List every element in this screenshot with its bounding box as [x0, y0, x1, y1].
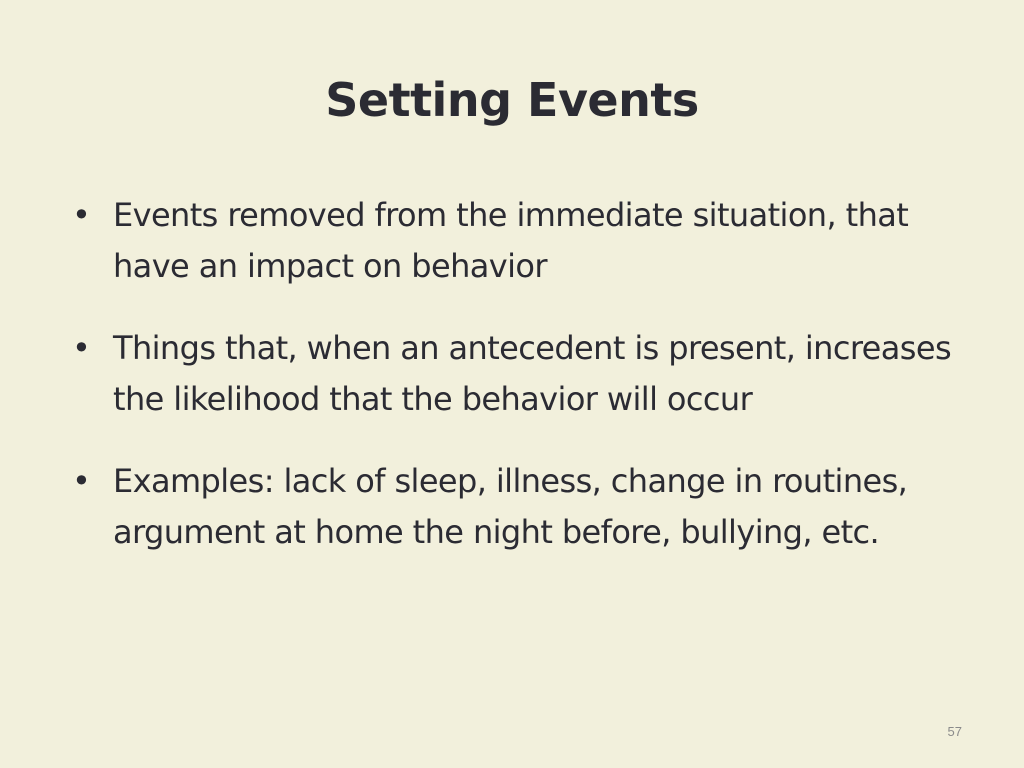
bullet-list — [72, 190, 952, 589]
bullet-text: Things that, when an antecedent is present, increases the likelihood that the behavior will occur — [113, 329, 952, 418]
bullet-dot: • — [72, 196, 91, 234]
bullet-text: Examples: lack of sleep, illness, change in routines, argument at home the night before, bullying, etc. — [113, 462, 908, 551]
slide-title: Setting Events — [325, 73, 699, 127]
bullet-item — [72, 190, 952, 292]
bullet-dot: • — [72, 329, 91, 367]
bullet-item — [72, 323, 952, 425]
bullet-dot: • — [72, 462, 91, 500]
page-number: 57 — [947, 724, 962, 739]
bullet-text: Events removed from the immediate situation, that have an impact on behavior — [113, 196, 909, 285]
bullet-item — [72, 456, 952, 558]
